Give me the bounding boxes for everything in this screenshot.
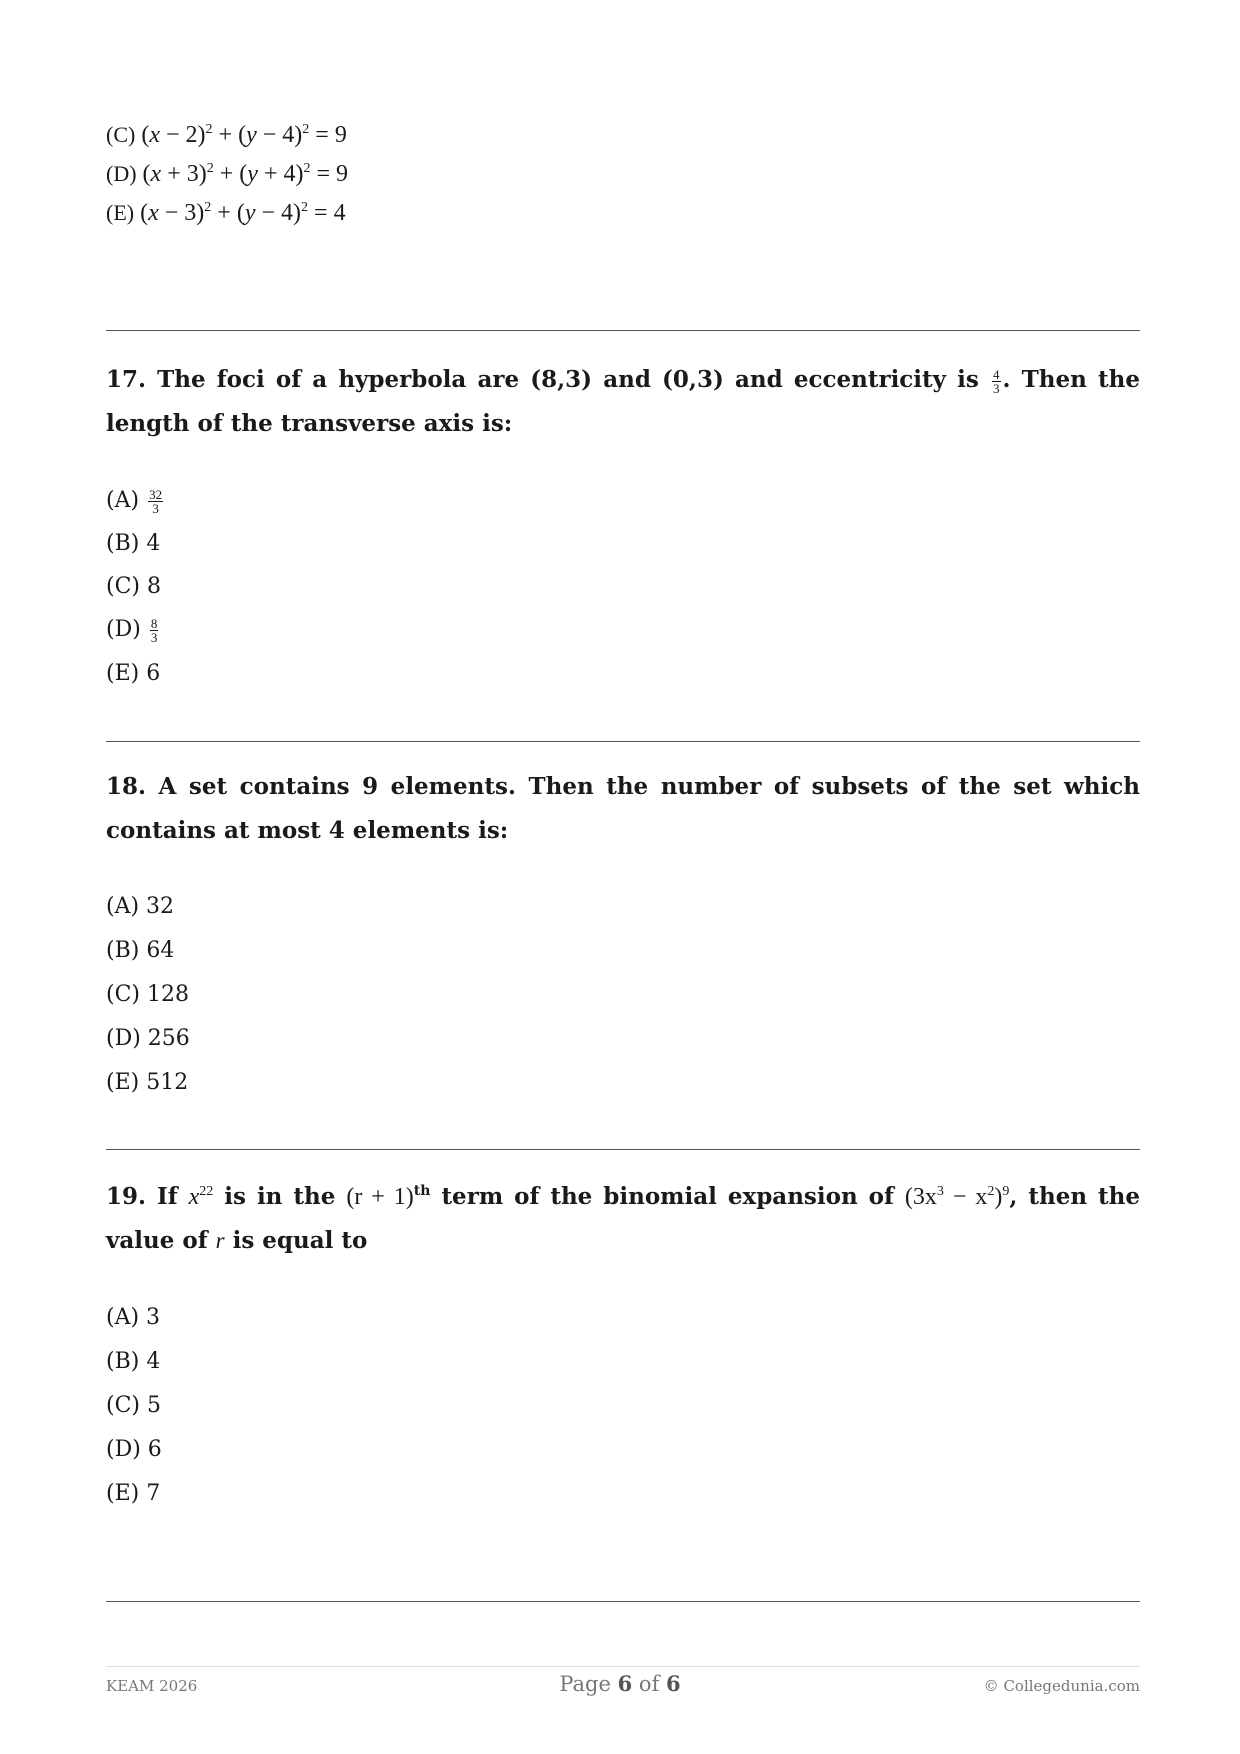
divider xyxy=(106,741,1140,742)
q17-option-a: (A) $\frac{32}{3}$ xyxy=(106,486,163,516)
question-19: 19. If $x^{22}$ is in the $(r + 1)^{th}$ term of the binomial expansion of $(3x^3 - x^2)^9$, then the value of r is equal to xyxy=(106,1183,1140,1254)
q18-option-d: (D) 256 xyxy=(106,1026,190,1051)
q17-option-b: (B) 4 xyxy=(106,531,161,556)
footer-copyright: © Collegedunia.com xyxy=(983,1677,1140,1695)
q17-option-d: (D) $\frac{8}{3}$ xyxy=(106,615,158,645)
footer-divider xyxy=(106,1666,1140,1667)
q16-option-c: (C) $(x - 2)^2 + (y - 4)^2 = 9$ xyxy=(106,122,347,148)
divider xyxy=(106,330,1140,331)
question-18: 18. A set contains 9 elements. Then the number of subsets of the set which contains at most 4 elements is: xyxy=(106,773,1140,844)
q19-option-a: (A) 3 xyxy=(106,1305,161,1330)
q16-option-d: (D) $(x + 3)^2 + (y + 4)^2 = 9$ xyxy=(106,161,349,187)
eccentricity-fraction: $\frac{4}{3}$ xyxy=(993,366,1000,396)
q18-option-e: (E) 512 xyxy=(106,1070,189,1095)
q18-option-a: (A) 32 xyxy=(106,894,175,919)
divider xyxy=(106,1149,1140,1150)
q17-option-e: (E) 6 xyxy=(106,661,161,686)
q16-option-e: (E) $(x - 3)^2 + (y - 4)^2 = 4$ xyxy=(106,200,346,226)
q18-option-c: (C) 128 xyxy=(106,982,189,1007)
divider xyxy=(106,1601,1140,1602)
page-number: Page 6 of 6 xyxy=(559,1671,681,1696)
q19-option-b: (B) 4 xyxy=(106,1349,161,1374)
q19-option-c: (C) 5 xyxy=(106,1393,161,1418)
q17-option-c: (C) 8 xyxy=(106,574,161,599)
footer-exam-name: KEAM 2026 xyxy=(106,1677,198,1695)
q19-option-e: (E) 7 xyxy=(106,1481,161,1506)
question-17: 17. The foci of a hyperbola are (8,3) and (0,3) and eccentricity is $\frac{4}{3}$ . Then the length of the transverse axis is: xyxy=(106,366,1141,437)
q19-option-d: (D) 6 xyxy=(106,1437,162,1462)
q18-option-b: (B) 64 xyxy=(106,938,175,963)
